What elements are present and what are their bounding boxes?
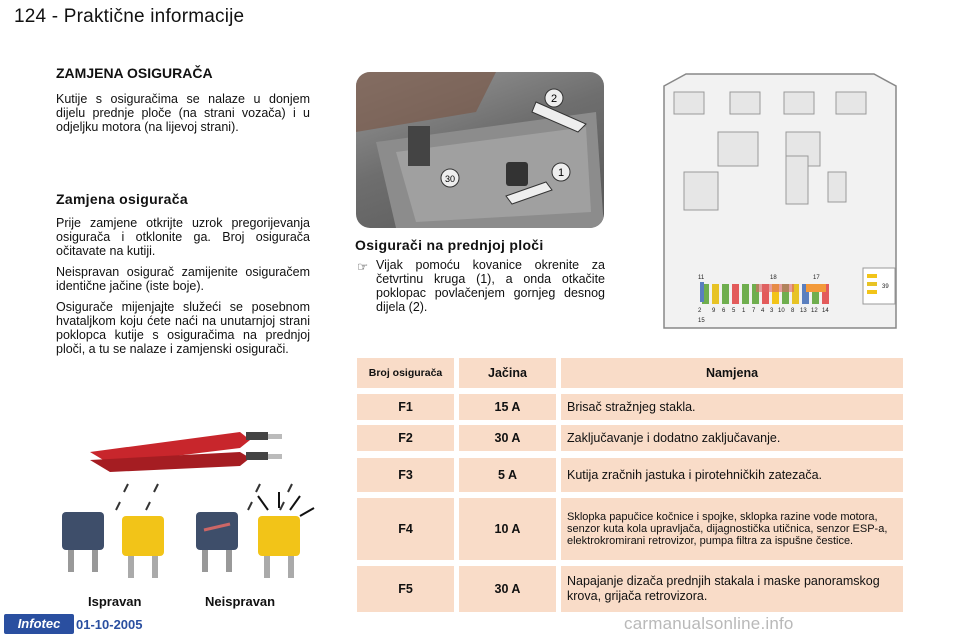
how-paragraph-2: Neispravan osigurač zamijenite osiguračem identične jačine (iste boje). bbox=[56, 265, 310, 293]
fuse-label-10: 10 bbox=[778, 308, 785, 314]
row-f4-rating: 10 A bbox=[459, 498, 556, 560]
row-f2-rating: 30 A bbox=[459, 425, 556, 451]
fuse-label-11: 11 bbox=[698, 275, 705, 281]
fuse-label-3: 3 bbox=[770, 308, 774, 314]
section-title-how: Zamjena osigurača bbox=[56, 191, 188, 207]
header-purpose: Namjena bbox=[561, 358, 903, 388]
callout-2: 2 bbox=[550, 93, 558, 105]
row-f5-rating: 30 A bbox=[459, 566, 556, 612]
fuse-label-1: 1 bbox=[742, 308, 746, 314]
fuse-label-4: 4 bbox=[761, 308, 765, 314]
front-panel-title: Osigurači na prednjoj ploči bbox=[355, 237, 544, 253]
page-title: 124 - Praktične informacije bbox=[14, 6, 245, 27]
fuse-puller-illustration bbox=[50, 412, 320, 586]
how-paragraph-3: Osigurače mijenjajte služeći se posebnom hvataljkom koju ćete naći na unutarnjoj strani poklopca kutije s osiguračima na prednjoj ploči, a tu se nalaze i zamjenski osigurači. bbox=[56, 300, 310, 356]
how-paragraph-1: Prije zamjene otkrijte uzrok pregorijevanja osigurača i otklonite ga. Broj osigurača očitavate na kutiji. bbox=[56, 216, 310, 258]
row-f3-number: F3 bbox=[357, 458, 454, 492]
section-title-replacement: ZAMJENA OSIGURAČA bbox=[56, 65, 213, 81]
fuse-ok-label: Ispravan bbox=[88, 594, 142, 609]
fuse-box-diagram bbox=[660, 72, 902, 330]
row-f2-number: F2 bbox=[357, 425, 454, 451]
row-f4-number: F4 bbox=[357, 498, 454, 560]
row-f3-rating: 5 A bbox=[459, 458, 556, 492]
row-f1-number: F1 bbox=[357, 394, 454, 420]
row-f4-purpose: Sklopka papučice kočnice i spojke, sklopka razine vode motora, senzor kuta kola upravljača, dijagnostička utičnica, senzor ESP-a, elektrokromirani retrovizor, pumpa filtra za ispušne čestice. bbox=[561, 498, 903, 560]
fuse-label-7: 7 bbox=[752, 308, 756, 314]
fuse-ok-icon bbox=[62, 512, 164, 578]
fuse-blown-icon bbox=[196, 492, 314, 578]
header-fuse-number: Broj osigurača bbox=[357, 358, 454, 388]
row-f5-purpose: Napajanje dizača prednjih stakala i maske panoramskog krova, grijača retrovizora. bbox=[561, 566, 903, 612]
callout-1: 1 bbox=[557, 167, 565, 179]
infotec-logo: Infotec bbox=[4, 614, 74, 634]
fuse-label-14: 14 bbox=[822, 308, 829, 314]
fuse-label-9: 9 bbox=[712, 308, 716, 314]
row-f1-purpose: Brisač stražnjeg stakla. bbox=[561, 394, 903, 420]
fuse-puller-icon bbox=[90, 432, 282, 472]
row-f5-number: F5 bbox=[357, 566, 454, 612]
fuse-label-18: 18 bbox=[770, 275, 777, 281]
bullet-hand-icon: ☞ bbox=[357, 260, 369, 274]
print-date: 01-10-2005 bbox=[76, 617, 143, 632]
fuse-label-2: 2 bbox=[698, 308, 702, 314]
watermark: carmanualsonline.info bbox=[624, 614, 794, 633]
row-f1-rating: 15 A bbox=[459, 394, 556, 420]
row-f2-purpose: Zaključavanje i dodatno zaključavanje. bbox=[561, 425, 903, 451]
row-f3-purpose: Kutija zračnih jastuka i pirotehničkih zatezača. bbox=[561, 458, 903, 492]
fuse-label-15: 15 bbox=[698, 318, 705, 324]
dashboard-fuse-panel-photo bbox=[356, 72, 604, 228]
fuse-label-13: 13 bbox=[800, 308, 807, 314]
fuse-blown-label: Neispravan bbox=[205, 594, 276, 609]
callout-30: 30 bbox=[444, 174, 456, 184]
fuse-label-39: 39 bbox=[882, 284, 889, 290]
fuse-label-12: 12 bbox=[811, 308, 818, 314]
fuse-label-8: 8 bbox=[791, 308, 795, 314]
fuse-label-6: 6 bbox=[722, 308, 726, 314]
how-text bbox=[56, 216, 310, 363]
header-rating: Jačina bbox=[459, 358, 556, 388]
replacement-body: Kutije s osiguračima se nalaze u donjem dijelu prednje ploče (na strani vozača) i u odjeljku motora (na lijevoj strani). bbox=[56, 92, 310, 134]
fuse-label-17: 17 bbox=[813, 275, 820, 281]
fuse-label-5: 5 bbox=[732, 308, 736, 314]
front-panel-text: Vijak pomoću kovanice okrenite za četvrtinu kruga (1), a onda otkačite poklopac povlačenjem gornjeg desnog dijela (2). bbox=[376, 258, 605, 314]
